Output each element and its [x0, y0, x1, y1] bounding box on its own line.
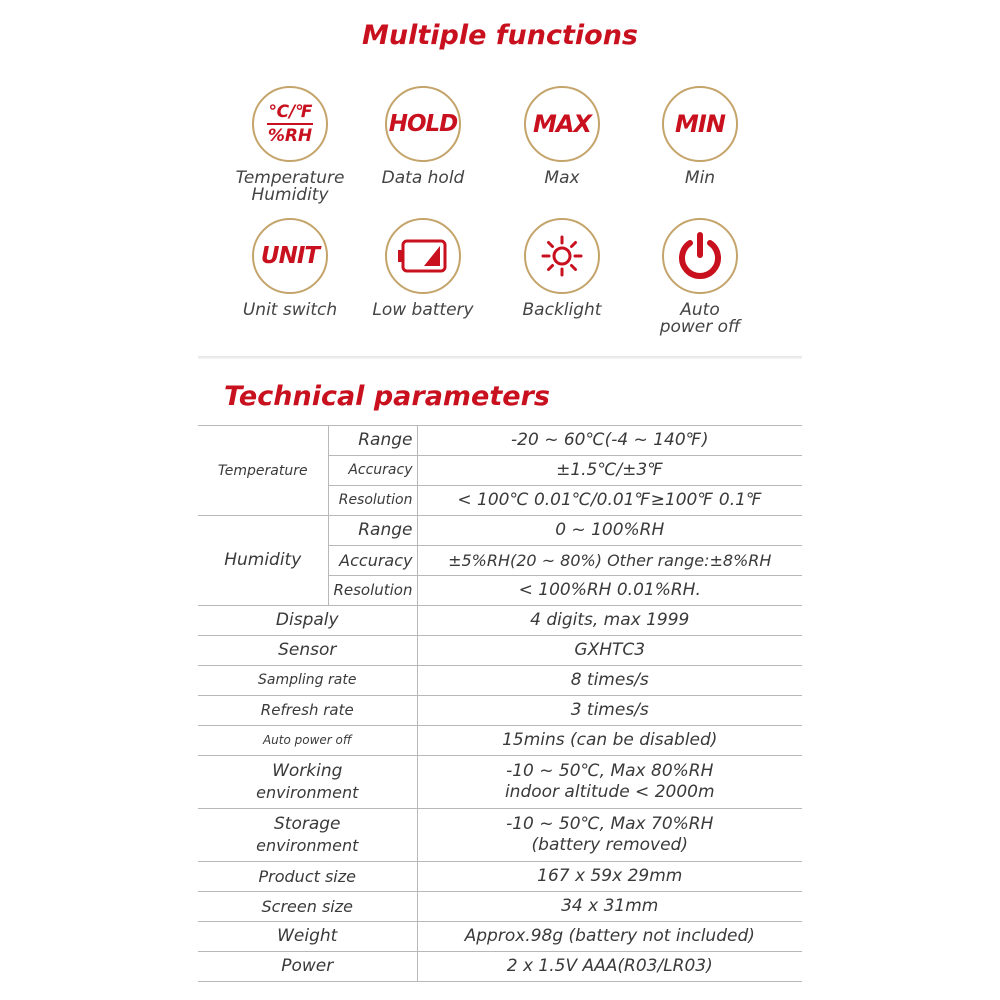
feature-unit-switch: [220, 218, 360, 319]
sun-glyph: [540, 234, 584, 278]
spec-label-line2: environment: [256, 783, 359, 802]
spec-sub-label: Accuracy: [328, 546, 417, 576]
spec-sub-label: Resolution: [328, 486, 417, 516]
technical-parameters-heading: Technical parameters: [224, 381, 550, 412]
min-icon-text: MIN: [675, 110, 725, 138]
table-row: [198, 606, 802, 636]
spec-group-label: Humidity: [198, 516, 328, 606]
feature-label: Backlight: [522, 300, 602, 320]
min-icon: [662, 86, 738, 162]
hold-icon-text: HOLD: [388, 111, 458, 137]
feature-max: [492, 86, 632, 187]
unit-icon-text: UNIT: [260, 243, 320, 269]
feature-temperature-humidity: [220, 86, 360, 204]
feature-label: Min: [684, 168, 716, 188]
spec-label-line2: environment: [256, 836, 359, 855]
table-row: [198, 892, 802, 922]
feature-label-line1: Auto: [680, 300, 720, 320]
feature-auto-power-off: [630, 218, 770, 336]
spec-label: Dispaly: [198, 606, 417, 636]
feature-label: [630, 302, 770, 336]
power-glyph: [674, 230, 726, 282]
spec-label: Sampling rate: [198, 666, 417, 696]
spec-value: ±5%RH(20 ~ 80%) Other range:±8%RH: [417, 546, 802, 576]
spec-value: GXHTC3: [417, 636, 802, 666]
spec-value: 8 times/s: [417, 666, 802, 696]
feature-label: Unit switch: [242, 300, 338, 320]
table-row: [198, 636, 802, 666]
backlight-icon: [524, 218, 600, 294]
spec-label-line1: Working: [272, 761, 343, 781]
table-row: [198, 756, 802, 809]
spec-value: [417, 756, 802, 809]
battery-glyph: [398, 239, 448, 273]
table-row: [198, 696, 802, 726]
spec-label: Auto power off: [198, 726, 417, 756]
spec-table: [198, 425, 802, 982]
spec-group-label: Temperature: [198, 426, 328, 516]
feature-low-battery: [353, 218, 493, 319]
spec-value: < 100℃ 0.01℃/0.01℉≥100℉ 0.1℉: [417, 486, 802, 516]
spec-label: Sensor: [198, 636, 417, 666]
temp-icon-top: ℃/℉: [268, 102, 312, 122]
multiple-functions-heading: Multiple functions: [362, 20, 638, 51]
feature-label-line2: Humidity: [251, 185, 329, 205]
hold-icon: [385, 86, 461, 162]
spec-sub-label: Range: [328, 426, 417, 456]
spec-label: Screen size: [198, 892, 417, 922]
feature-label-line2: power off: [659, 317, 741, 337]
spec-sub-label: Accuracy: [328, 456, 417, 486]
spec-value: 0 ~ 100%RH: [417, 516, 802, 546]
spec-sub-label: Resolution: [328, 576, 417, 606]
feature-backlight: [492, 218, 632, 319]
feature-label-line1: Temperature: [235, 168, 345, 188]
spec-value: 34 x 31mm: [417, 892, 802, 922]
spec-value-line2: (battery removed): [531, 835, 688, 855]
spec-value: 15mins (can be disabled): [417, 726, 802, 756]
spec-label: [198, 756, 417, 809]
power-icon: [662, 218, 738, 294]
spec-value: -20 ~ 60℃(-4 ~ 140℉): [417, 426, 802, 456]
unit-icon: [252, 218, 328, 294]
spec-value: ±1.5℃/±3℉: [417, 456, 802, 486]
feature-label: Low battery: [372, 300, 474, 320]
spec-label: Power: [198, 952, 417, 982]
spec-value: 3 times/s: [417, 696, 802, 726]
table-row: [198, 426, 802, 456]
spec-value: 2 x 1.5V AAA(R03/LR03): [417, 952, 802, 982]
section-divider: [198, 356, 802, 359]
feature-data-hold: [353, 86, 493, 187]
battery-icon: [385, 218, 461, 294]
feature-min: [630, 86, 770, 187]
spec-value: 4 digits, max 1999: [417, 606, 802, 636]
spec-value: 167 x 59x 29mm: [417, 862, 802, 892]
spec-value: < 100%RH 0.01%RH.: [417, 576, 802, 606]
max-icon-text: MAX: [533, 110, 591, 138]
spec-label: Product size: [198, 862, 417, 892]
table-row: [198, 726, 802, 756]
table-row: [198, 952, 802, 982]
feature-label: Max: [544, 168, 580, 188]
feature-label: [220, 170, 360, 204]
spec-value: Approx.98g (battery not included): [417, 922, 802, 952]
spec-sub-label: Range: [328, 516, 417, 546]
table-row: [198, 809, 802, 862]
spec-label-line1: Storage: [273, 814, 341, 834]
table-row: [198, 516, 802, 546]
feature-label: Data hold: [381, 168, 465, 188]
temp-icon-divider: [267, 123, 313, 125]
spec-value-line2: indoor altitude < 2000m: [504, 782, 715, 802]
spec-label: Weight: [198, 922, 417, 952]
temp-humidity-icon: [252, 86, 328, 162]
max-icon: [524, 86, 600, 162]
spec-value: [417, 809, 802, 862]
spec-label: Refresh rate: [198, 696, 417, 726]
spec-value-line1: -10 ~ 50℃, Max 70%RH: [506, 814, 714, 834]
spec-value-line1: -10 ~ 50℃, Max 80%RH: [506, 761, 714, 781]
table-row: [198, 922, 802, 952]
spec-label: [198, 809, 417, 862]
table-row: [198, 666, 802, 696]
temp-icon-bottom: %RH: [267, 126, 313, 146]
table-row: [198, 862, 802, 892]
